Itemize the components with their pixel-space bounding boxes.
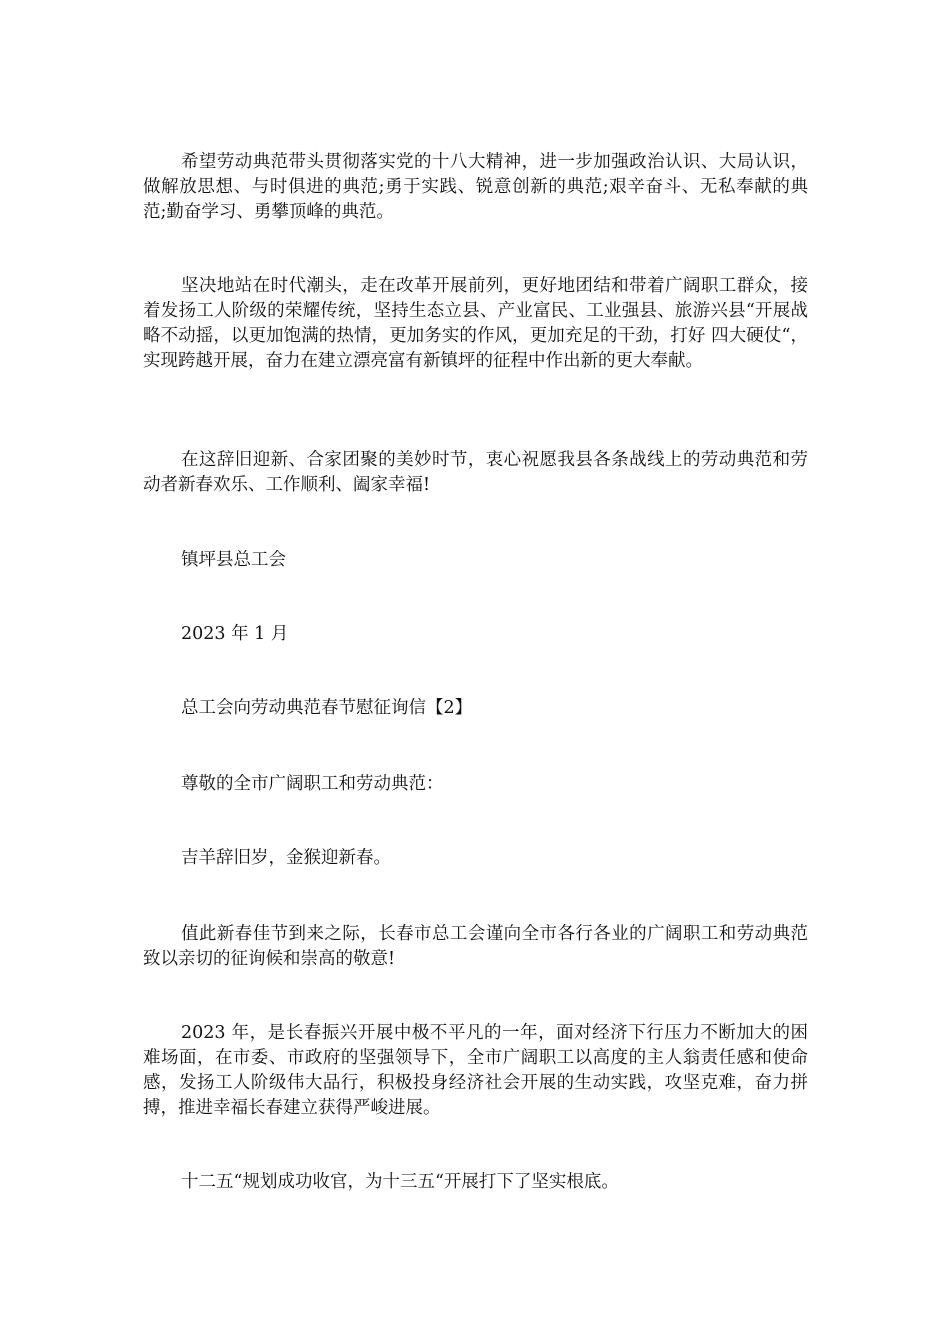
paragraph-new-year-wishes: 在这辞旧迎新、合家团聚的美妙时节，衷心祝愿我县各条战线上的劳动典范和劳动者新春欢乐、工作顺利、阖家幸福! — [143, 450, 808, 495]
paragraph-stand-at-forefront: 坚决地站在时代潮头，走在改革开展前列，更好地团结和带着广阔职工群众，接着发扬工人阶级的荣耀传统，坚持生态立县、产业富民、工业强县、旅游兴县“开展战略不动摇，以更加饱满的热情，更加务实的作风，更加充足的干劲，打好 四大硬仗“，实现跨越开展，奋力在建立漂亮富有新镇坪的征程中作出新的更大奉献。 — [143, 276, 808, 371]
paragraph-greeting-verse: 吉羊辞旧岁，金猴迎新春。 — [181, 848, 391, 868]
paragraph-festival-regards: 值此新春佳节到来之际，长春市总工会谨向全市各行各业的广阔职工和劳动典范致以亲切的征询候和崇高的敬意! — [143, 924, 808, 969]
paragraph-model-workers-hope: 希望劳动典范带头贯彻落实党的十八大精神，进一步加强政治认识、大局认识，做解放思想、与时俱进的典范;勇于实践、锐意创新的典范;艰辛奋斗、无私奉献的典范;勤奋学习、勇攀顶峰的典范。 — [143, 152, 808, 222]
paragraph-five-year-plan: 十二五“规划成功收官，为十三五“开展打下了坚实根底。 — [181, 1172, 619, 1192]
signature-organization: 镇坪县总工会 — [181, 550, 286, 570]
letter-salutation: 尊敬的全市广阔职工和劳动典范： — [181, 774, 444, 794]
signature-date: 2023 年 1 月 — [181, 624, 289, 644]
paragraph-year-review: 2023 年，是长春振兴开展中极不平凡的一年，面对经济下行压力不断加大的困难场面，在市委、市政府的坚强领导下，全市广阔职工以高度的主人翁责任感和使命感，发扬工人阶级伟大品行，积极投身经济社会开展的生动实践，攻坚克难，奋力拼搏，推进幸福长春建立获得严峻进展。 — [143, 1023, 808, 1118]
letter-title: 总工会向劳动典范春节慰征询信【2】 — [181, 698, 473, 718]
